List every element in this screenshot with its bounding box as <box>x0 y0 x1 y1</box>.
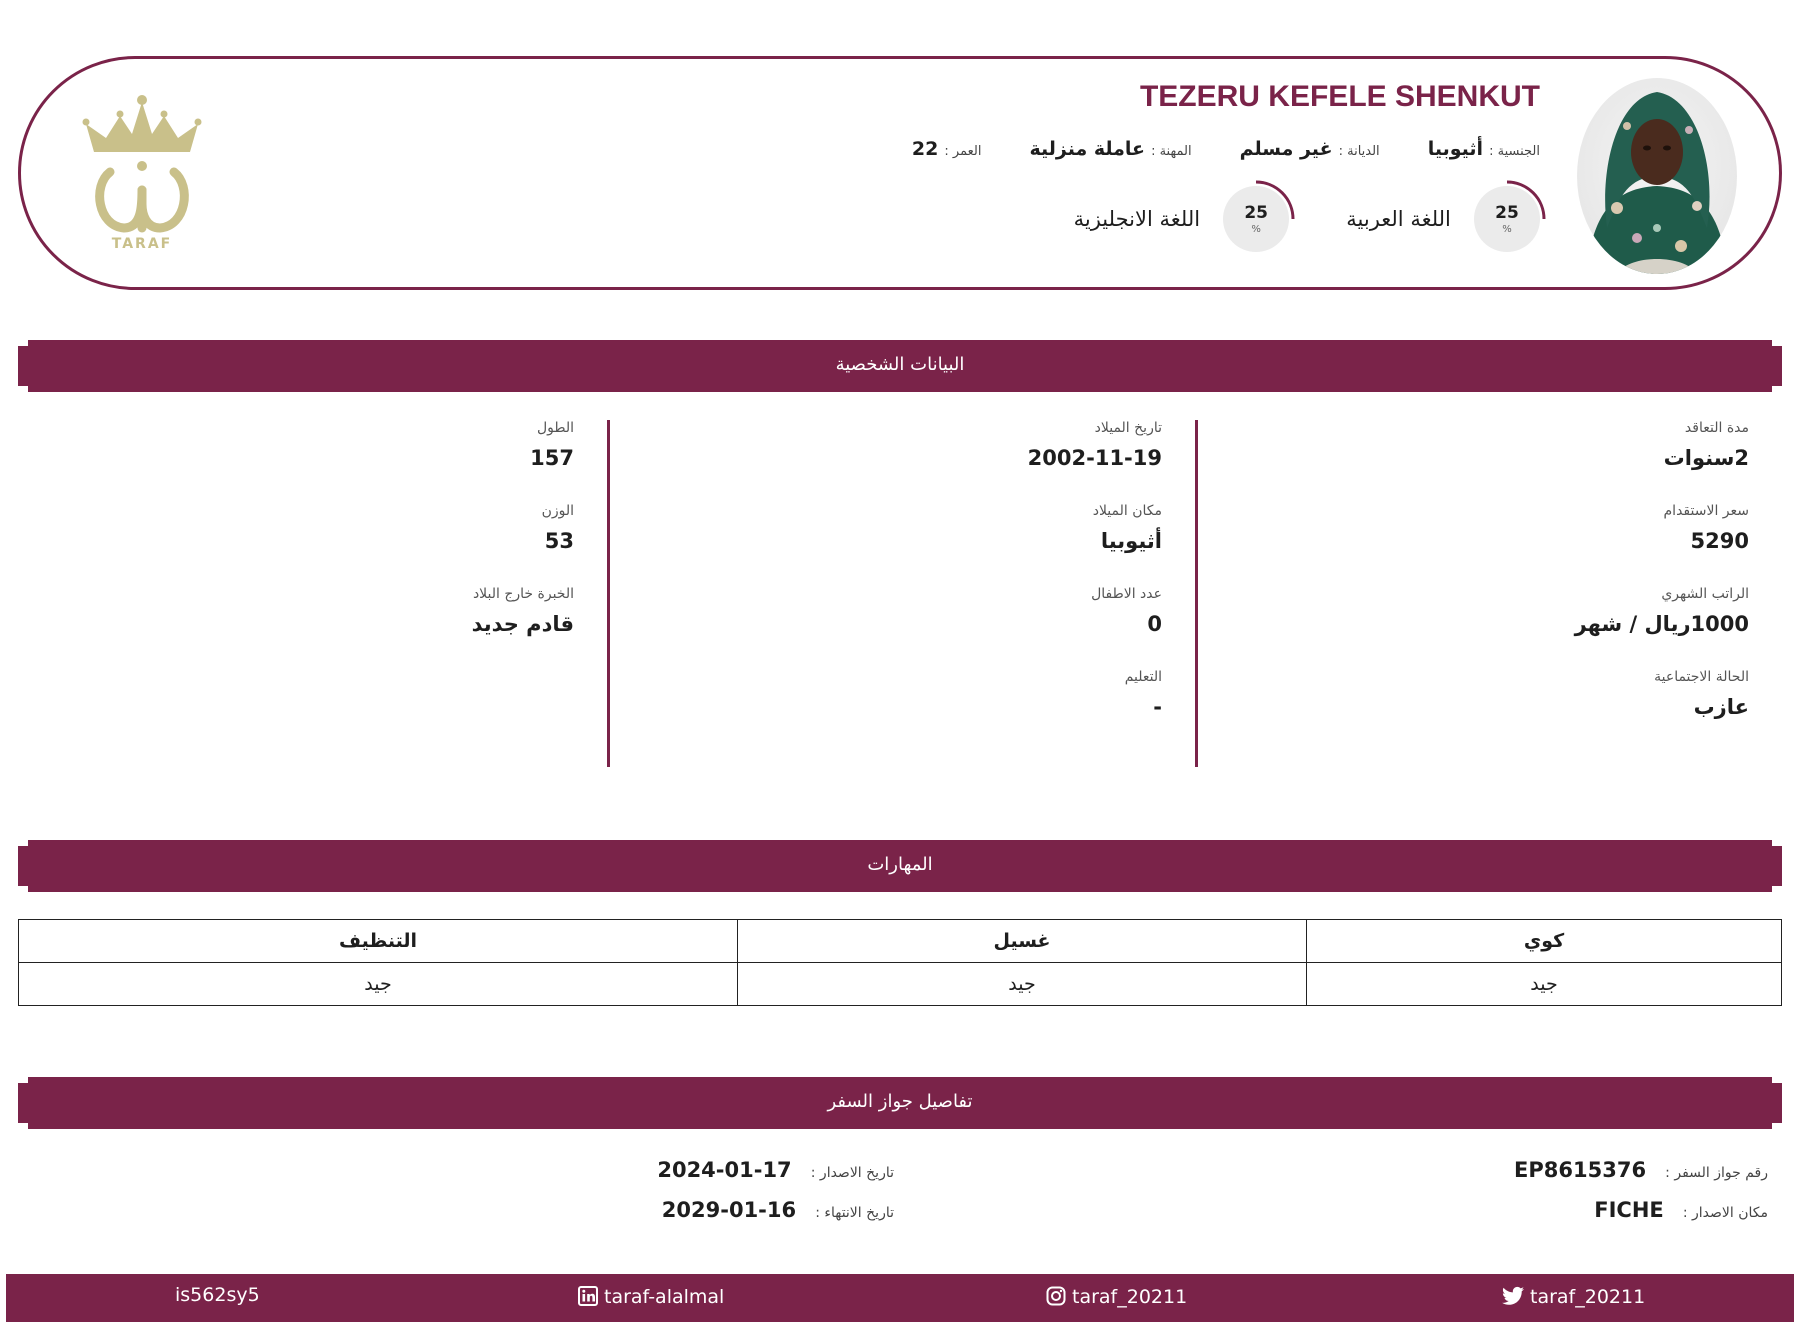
field-value: 1000ريال / شهر <box>1574 612 1749 636</box>
field-label: مدة التعاقد <box>1684 420 1749 436</box>
passport-number-value: EP8615376 <box>1514 1158 1647 1182</box>
linkedin-handle: taraf-alalmal <box>604 1286 725 1308</box>
passport-expiry-date <box>662 1198 894 1222</box>
issue-date-label: تاريخ الاصدار : <box>810 1165 894 1181</box>
employee-name: TEZERU KEFELE SHENKUT <box>1139 80 1540 113</box>
skill-header: كوي <box>1307 920 1782 963</box>
field-label: الراتب الشهري <box>1661 586 1749 602</box>
birth-place-field <box>662 503 1162 586</box>
language-arabic <box>1346 186 1540 252</box>
linkedin-icon <box>578 1286 598 1306</box>
skill-header: التنظيف <box>19 920 738 963</box>
experience-abroad-field <box>74 586 574 669</box>
education-field <box>662 669 1162 752</box>
issue-date-value: 2024-01-17 <box>657 1158 792 1182</box>
profession-info <box>1030 138 1192 160</box>
field-label: سعر الاستقدام <box>1663 503 1749 519</box>
instagram-handle: taraf_20211 <box>1072 1286 1188 1308</box>
section-title: المهارات <box>867 854 933 875</box>
marital-status-field <box>1249 669 1749 752</box>
field-label: تاريخ الميلاد <box>1094 420 1162 436</box>
basic-info-line <box>870 138 1540 160</box>
language-level-value: 25 <box>1244 203 1268 223</box>
linkedin-link[interactable] <box>578 1286 724 1308</box>
skill-header: غسيل <box>738 920 1307 963</box>
section-skills <box>18 840 1782 892</box>
nationality-info <box>1428 138 1540 160</box>
issue-place-label: مكان الاصدار : <box>1682 1205 1768 1221</box>
language-name: اللغة العربية <box>1346 207 1451 231</box>
recruitment-price-field <box>1249 503 1749 586</box>
language-level-value: 25 <box>1495 203 1519 223</box>
field-label: الوزن <box>541 503 574 519</box>
field-value: عازب <box>1693 695 1749 719</box>
field-value: - <box>1153 695 1162 719</box>
field-value: أثيوبيا <box>1100 529 1162 553</box>
field-label: مكان الميلاد <box>1092 503 1162 519</box>
personal-column-1 <box>1249 420 1749 752</box>
language-levels <box>1022 186 1540 252</box>
section-title: تفاصيل جواز السفر <box>827 1091 973 1112</box>
religion-value: غير مسلم <box>1239 138 1333 160</box>
twitter-link[interactable] <box>1502 1286 1645 1308</box>
expiry-date-value: 2029-01-16 <box>661 1198 797 1222</box>
logo-text: TARAF <box>111 236 173 252</box>
passport-number-label: رقم جواز السفر : <box>1665 1165 1768 1181</box>
twitter-icon <box>1502 1286 1524 1306</box>
children-count-field <box>662 586 1162 669</box>
field-value: 157 <box>530 446 574 470</box>
field-value: 0 <box>1147 612 1162 636</box>
twitter-handle: taraf_20211 <box>1530 1286 1646 1308</box>
section-title: البيانات الشخصية <box>835 354 965 375</box>
age-value: 22 <box>911 138 939 160</box>
profession-value: عاملة منزلية <box>1029 138 1146 160</box>
language-english <box>1074 186 1290 252</box>
taraf-logo <box>80 94 204 258</box>
expiry-date-label: تاريخ الانتهاء : <box>815 1205 894 1221</box>
language-level-ring <box>1223 186 1289 252</box>
language-level-unit: % <box>1251 224 1261 235</box>
worker-code: is562sy5 <box>175 1284 260 1306</box>
table-header-row <box>19 920 1782 963</box>
column-divider <box>607 420 610 767</box>
field-label: الطول <box>536 420 574 436</box>
religion-info <box>1240 138 1380 160</box>
instagram-icon <box>1046 1286 1066 1306</box>
field-value: 2سنوات <box>1663 446 1749 470</box>
profile-photo <box>1577 78 1737 274</box>
section-passport <box>18 1077 1782 1129</box>
section-personal-data <box>18 340 1782 392</box>
column-divider <box>1195 420 1198 767</box>
footer-bar <box>6 1274 1794 1322</box>
nationality-value: أثيوبيا <box>1427 138 1484 160</box>
personal-column-3 <box>74 420 574 669</box>
field-value: 5290 <box>1690 529 1749 553</box>
field-value: قادم جديد <box>471 612 574 636</box>
field-label: عدد الاطفال <box>1091 586 1162 602</box>
field-label: الخبرة خارج البلاد <box>472 586 574 602</box>
nationality-label: الجنسية : <box>1489 144 1540 159</box>
skills-table <box>18 919 1782 1006</box>
age-info <box>912 138 982 160</box>
passport-number <box>1514 1158 1768 1182</box>
height-field <box>74 420 574 503</box>
language-level-ring <box>1474 186 1540 252</box>
field-label: الحالة الاجتماعية <box>1654 669 1749 685</box>
skill-level: جيد <box>1307 963 1782 1006</box>
birth-date-field <box>662 420 1162 503</box>
religion-label: الديانة : <box>1338 144 1380 159</box>
monthly-salary-field <box>1249 586 1749 669</box>
age-label: العمر : <box>944 144 982 159</box>
passport-issue-place <box>1594 1198 1768 1222</box>
skill-level: جيد <box>738 963 1307 1006</box>
instagram-link[interactable] <box>1046 1286 1187 1308</box>
personal-column-2 <box>662 420 1162 752</box>
language-name: اللغة الانجليزية <box>1073 207 1201 231</box>
table-row <box>19 963 1782 1006</box>
weight-field <box>74 503 574 586</box>
field-label: التعليم <box>1124 669 1162 685</box>
field-value: 53 <box>544 529 574 553</box>
skill-level: جيد <box>19 963 738 1006</box>
contract-duration-field <box>1249 420 1749 503</box>
issue-place-value: FICHE <box>1594 1198 1664 1222</box>
field-value: 2002-11-19 <box>1027 446 1162 470</box>
language-level-unit: % <box>1502 224 1512 235</box>
passport-issue-date <box>657 1158 894 1182</box>
profession-label: المهنة : <box>1151 144 1192 159</box>
